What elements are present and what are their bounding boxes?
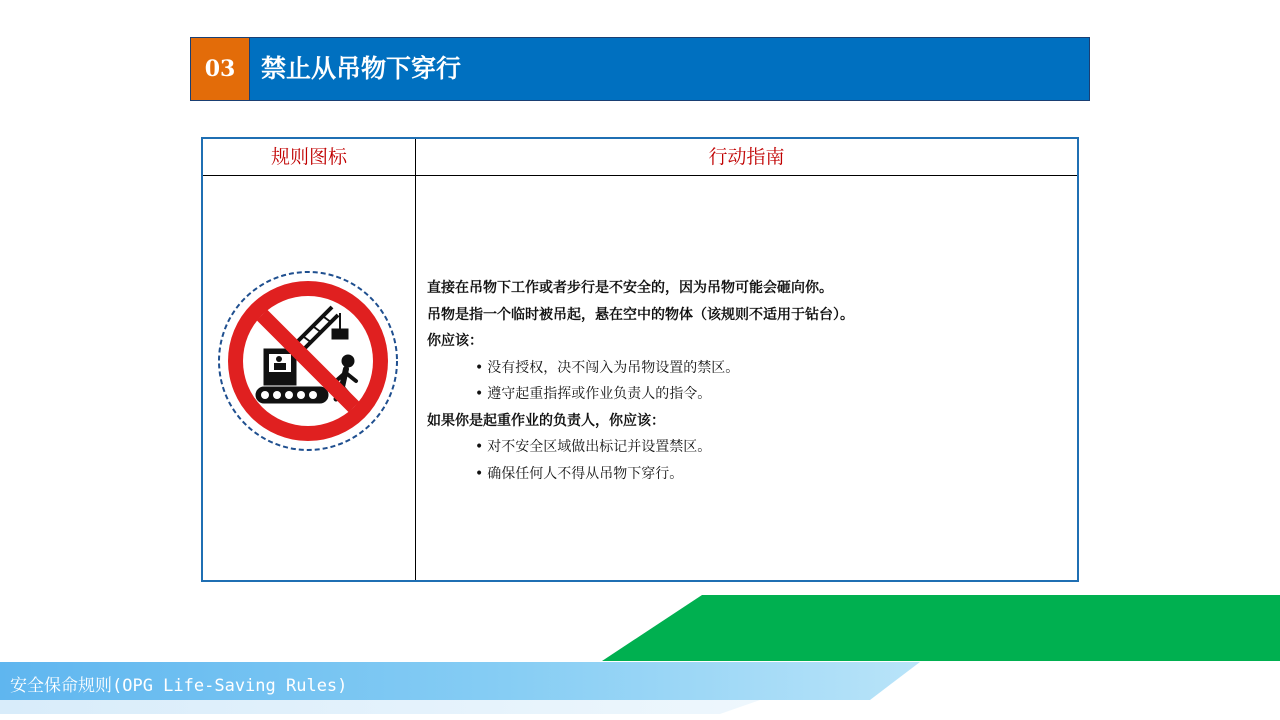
list-item-text: 没有授权，决不闯入为吊物设置的禁区。 bbox=[487, 359, 740, 376]
column-header-rule-icon: 规则图标 bbox=[203, 139, 416, 176]
footer-title: 安全保命规则(OPG Life-Saving Rules) bbox=[10, 676, 348, 696]
guide-line: 直接在吊物下工作或者步行是不安全的，因为吊物可能会砸向你。 bbox=[427, 280, 833, 296]
column-divider bbox=[415, 175, 416, 580]
bullet: • bbox=[475, 359, 484, 376]
guide-line: 你应该： bbox=[427, 333, 483, 349]
decorative-light-stripe bbox=[0, 700, 760, 714]
action-guide-text bbox=[427, 275, 1067, 487]
list-item bbox=[427, 434, 1067, 461]
bullet: • bbox=[475, 386, 484, 402]
list-item-text: 对不安全区域做出标记并设置禁区。 bbox=[487, 439, 712, 455]
list-item bbox=[427, 461, 1067, 488]
bullet: • bbox=[475, 439, 484, 455]
list-item-text: 确保任何人不得从吊物下穿行。 bbox=[487, 465, 684, 482]
section-title: 禁止从吊物下穿行 bbox=[261, 54, 462, 83]
column-header-action-guide: 行动指南 bbox=[416, 139, 1077, 176]
section-number: 03 bbox=[191, 38, 250, 100]
decorative-green-stripe bbox=[602, 595, 1280, 661]
bullet: • bbox=[475, 465, 484, 482]
no-walking-under-crane-load-icon bbox=[216, 269, 400, 453]
rule-table bbox=[201, 137, 1079, 582]
guide-line: 如果你是起重作业的负责人，你应该： bbox=[427, 412, 665, 429]
list-item-text: 遵守起重指挥或作业负责人的指令。 bbox=[487, 386, 712, 402]
list-item bbox=[427, 381, 1067, 408]
guide-line: 吊物是指一个临时被吊起，悬在空中的物体（该规则不适用于钻台）。 bbox=[427, 306, 854, 323]
list-item bbox=[427, 355, 1067, 382]
section-header bbox=[190, 37, 1090, 101]
